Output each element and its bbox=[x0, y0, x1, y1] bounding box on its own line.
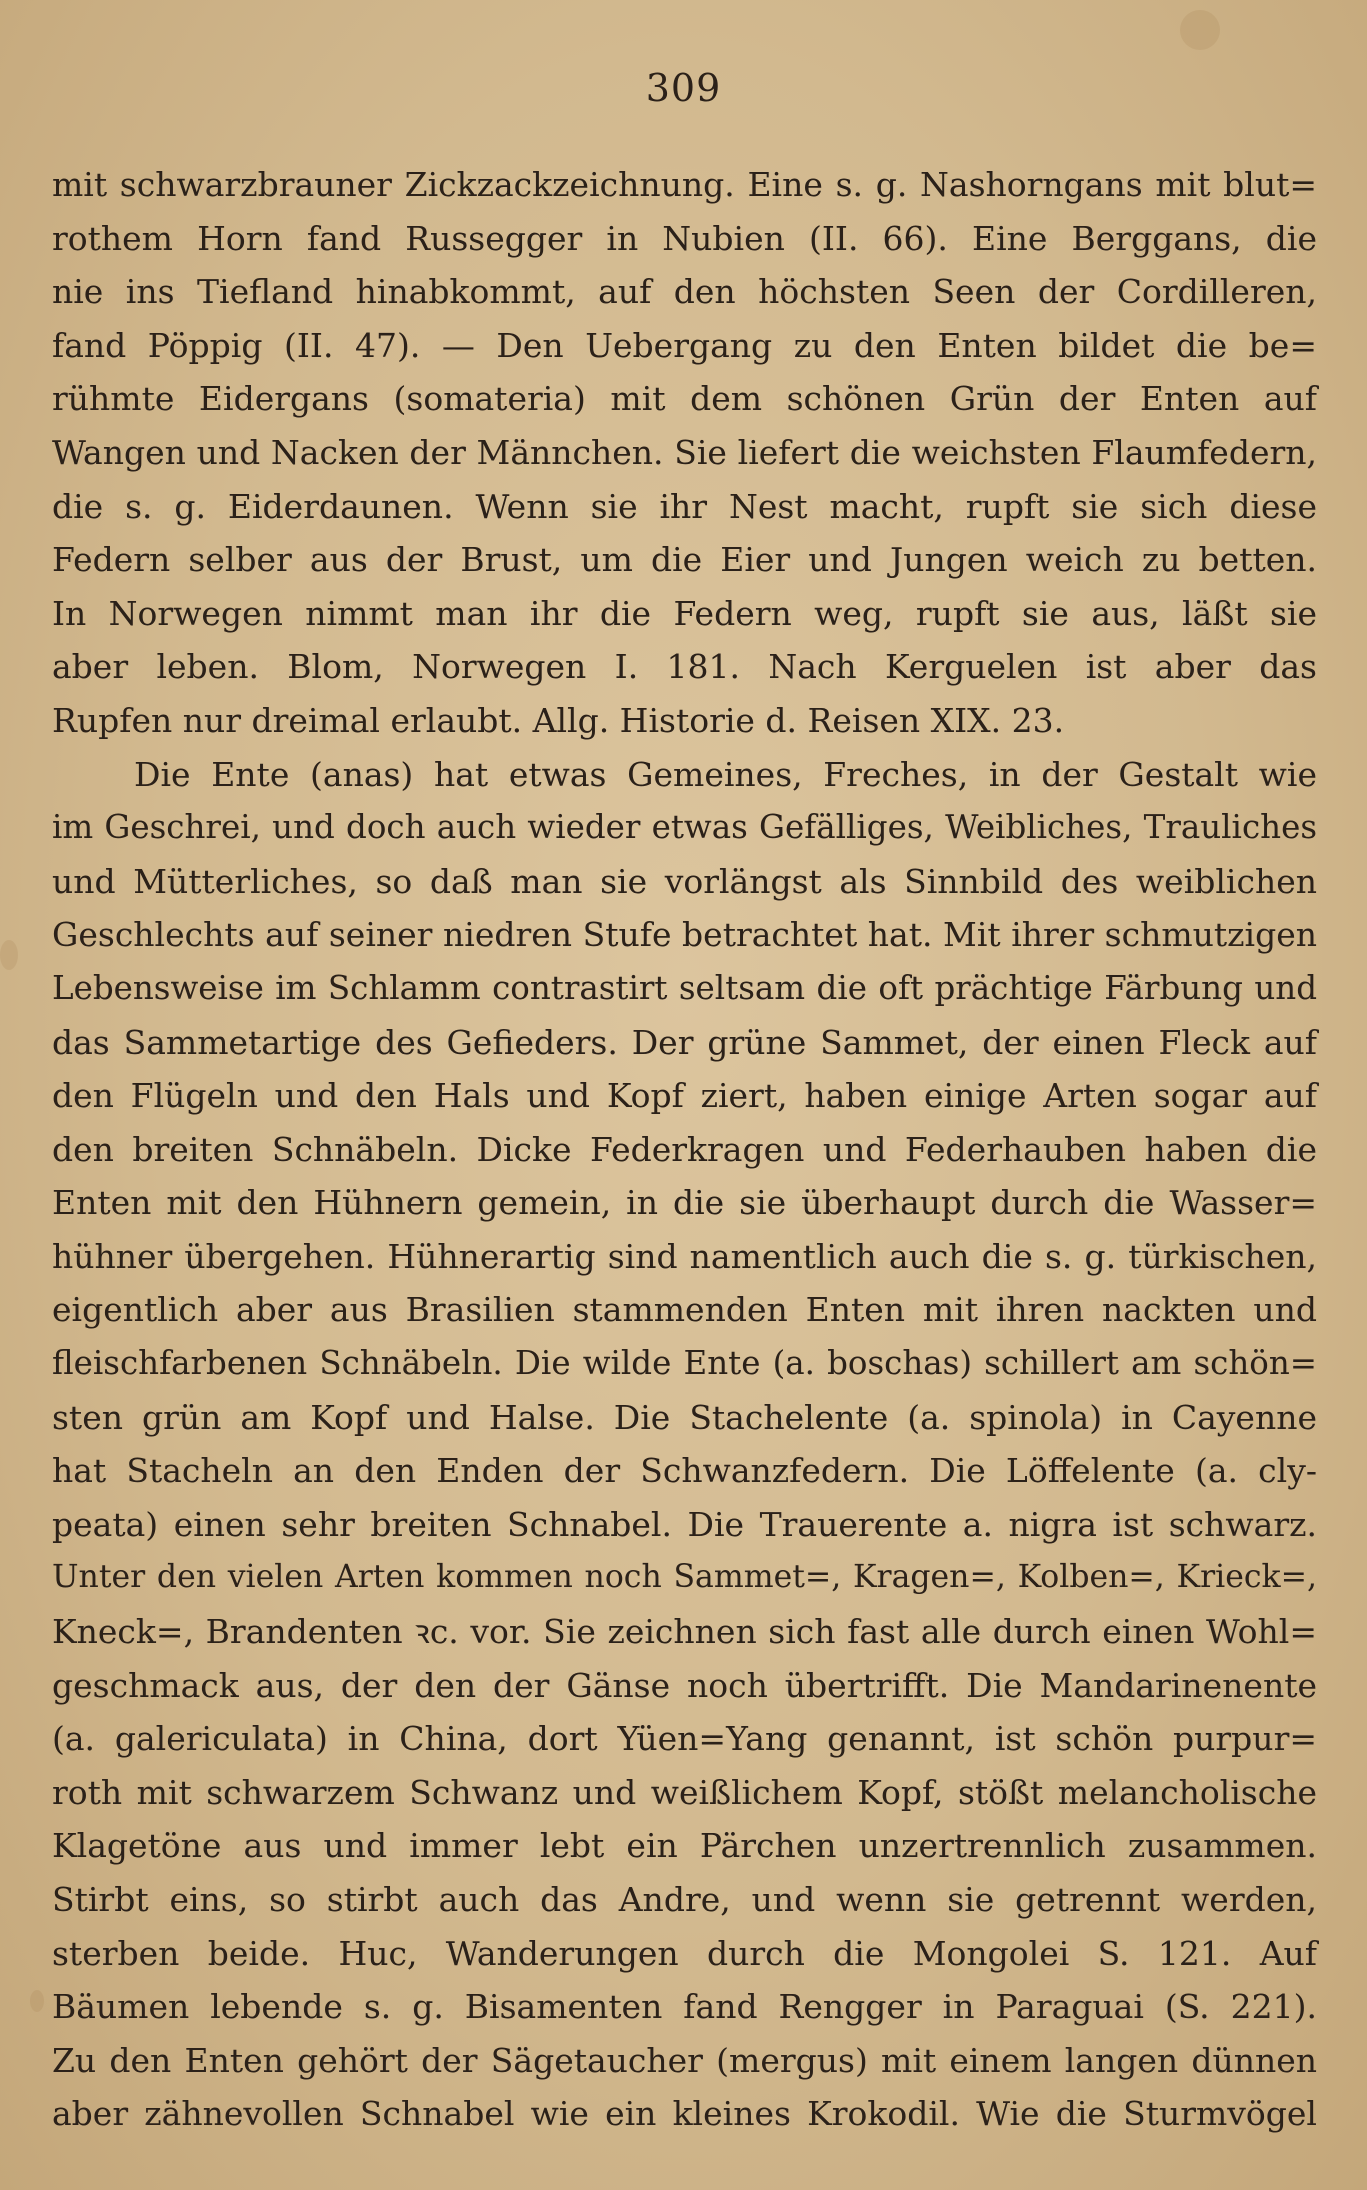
text-line: peata) einen sehr breiten Schnabel. Die Trauerente a. nigra ist schwarz. bbox=[52, 1504, 1317, 1544]
paper-stain bbox=[1180, 10, 1220, 50]
body-text bbox=[52, 158, 1317, 2141]
text-line: eigentlich aber aus Brasilien stammenden Enten mit ihren nackten und bbox=[52, 1290, 1317, 1330]
text-line: Bäumen lebende s. g. Bisamenten fand Rengger in Paraguai (S. 221). bbox=[52, 1987, 1317, 2027]
text-line: Stirbt eins, so stirbt auch das Andre, und wenn sie getrennt werden, bbox=[52, 1880, 1317, 1919]
text-line: aber zähnevollen Schnabel wie ein kleines Krokodil. Wie die Sturmvögel bbox=[52, 2094, 1317, 2134]
text-line: den Flügeln und den Hals und Kopf ziert, haben einige Arten sogar auf bbox=[52, 1076, 1317, 1116]
text-line: sten grün am Kopf und Halse. Die Stachelente (a. spinola) in Cayenne bbox=[52, 1397, 1317, 1437]
text-line: sterben beide. Huc, Wanderungen durch die Mongolei S. 121. Auf bbox=[52, 1933, 1317, 1973]
paper-stain bbox=[0, 940, 18, 970]
text-line: im Geschrei, und doch auch wieder etwas Gefälliges, Weibliches, Trauliches bbox=[52, 808, 1317, 847]
text-line: das Sammetartige des Gefieders. Der grüne Sammet, der einen Fleck auf bbox=[52, 1022, 1317, 1062]
text-line: Klagetöne aus und immer lebt ein Pärchen unzertrennlich zusammen. bbox=[52, 1826, 1317, 1866]
text-line: Lebensweise im Schlamm contrastirt seltsam die oft prächtige Färbung und bbox=[52, 968, 1317, 1007]
text-line: Kneck=, Brandenten ꝛc. vor. Sie zeichnen sich fast alle durch einen Wohl= bbox=[52, 1612, 1317, 1652]
text-line: rothem Horn fand Russegger in Nubien (II. 66). Eine Berggans, die bbox=[52, 218, 1317, 258]
text-line: Rupfen nur dreimal erlaubt. Allg. Historie d. Reisen XIX. 23. bbox=[52, 700, 1065, 740]
text-line: Die Ente (anas) hat etwas Gemeines, Freches, in der Gestalt wie bbox=[134, 754, 1317, 794]
text-line: fleischfarbenen Schnäbeln. Die wilde Ente (a. boschas) schillert am schön= bbox=[52, 1344, 1317, 1383]
text-line: Enten mit den Hühnern gemein, in die sie überhaupt durch die Wasser= bbox=[52, 1183, 1317, 1223]
text-line: Wangen und Nacken der Männchen. Sie liefert die weichsten Flaumfedern, bbox=[52, 432, 1317, 472]
paper-stain bbox=[30, 1990, 44, 2012]
text-line: die s. g. Eiderdaunen. Wenn sie ihr Nest macht, rupft sie sich diese bbox=[52, 486, 1317, 526]
page-number: 309 bbox=[645, 66, 722, 110]
text-line: Zu den Enten gehört der Sägetaucher (mergus) mit einem langen dünnen bbox=[52, 2040, 1317, 2080]
text-line: hat Stacheln an den Enden der Schwanzfedern. Die Löffelente (a. cly- bbox=[52, 1451, 1317, 1491]
text-line: den breiten Schnäbeln. Dicke Federkragen und Federhauben haben die bbox=[52, 1129, 1317, 1169]
text-line: rühmte Eidergans (somateria) mit dem schönen Grün der Enten auf bbox=[52, 379, 1317, 419]
text-line: aber leben. Blom, Norwegen I. 181. Nach Kerguelen ist aber das bbox=[52, 647, 1317, 687]
text-line: mit schwarzbrauner Zickzackzeichnung. Eine s. g. Nashorngans mit blut= bbox=[52, 165, 1317, 204]
text-line: nie ins Tiefland hinabkommt, auf den höchsten Seen der Cordilleren, bbox=[52, 272, 1317, 312]
text-line: geschmack aus, der den der Gänse noch übertrifft. Die Mandarinenente bbox=[52, 1665, 1317, 1705]
text-line: fand Pöppig (II. 47). — Den Uebergang zu den Enten bildet die be= bbox=[52, 325, 1317, 365]
text-line: und Mütterliches, so daß man sie vorlängst als Sinnbild des weiblichen bbox=[52, 861, 1317, 901]
text-line: hühner übergehen. Hühnerartig sind namentlich auch die s. g. türkischen, bbox=[52, 1236, 1317, 1276]
text-line: (a. galericulata) in China, dort Yüen=Yang genannt, ist schön purpur= bbox=[52, 1719, 1317, 1759]
text-line: In Norwegen nimmt man ihr die Federn weg, rupft sie aus, läßt sie bbox=[52, 593, 1317, 633]
text-line: Geschlechts auf seiner niedren Stufe betrachtet hat. Mit ihrer schmutzigen bbox=[52, 915, 1317, 955]
text-line: Unter den vielen Arten kommen noch Sammet=, Kragen=, Kolben=, Krieck=, bbox=[52, 1559, 1317, 1596]
text-line: roth mit schwarzem Schwanz und weißlichem Kopf, stößt melancholische bbox=[52, 1772, 1317, 1812]
text-line: Federn selber aus der Brust, um die Eier und Jungen weich zu betten. bbox=[52, 540, 1317, 580]
